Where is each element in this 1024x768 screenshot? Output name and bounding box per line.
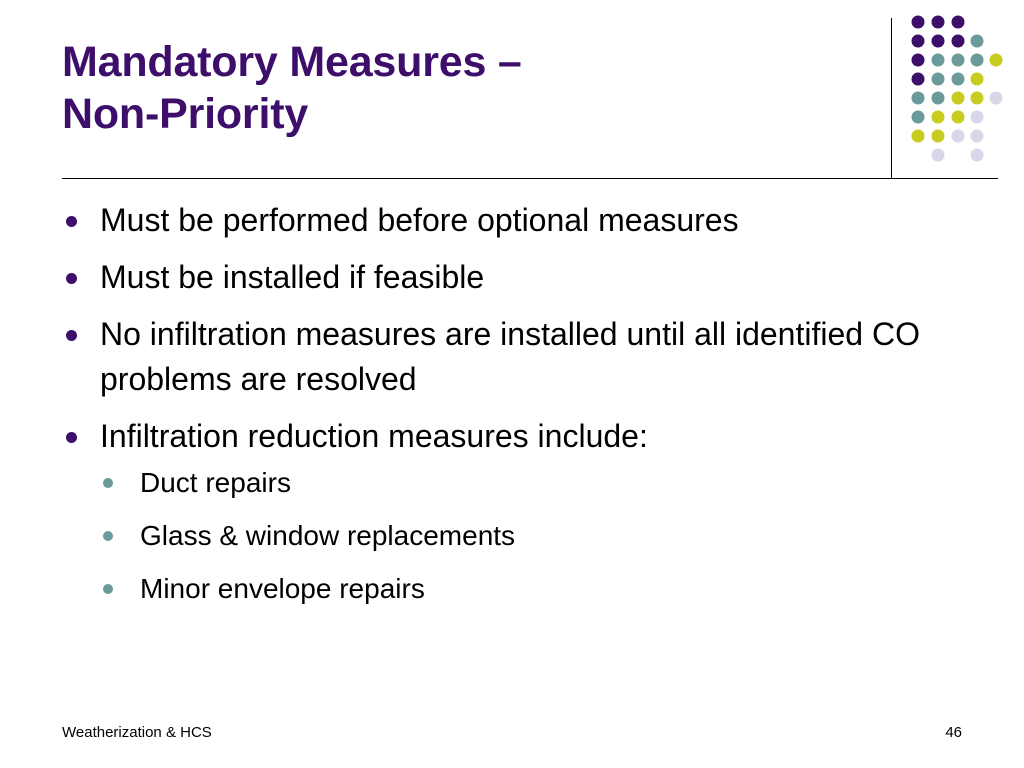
decorative-dot <box>932 54 945 67</box>
decorative-dot <box>952 130 965 143</box>
decorative-dot <box>912 54 925 67</box>
bullet-text: Must be installed if feasible <box>100 259 485 295</box>
slide-title-line-2: Non-Priority <box>62 90 309 138</box>
decorative-dot <box>971 92 984 105</box>
bullet-marker-icon <box>66 432 77 443</box>
decorative-dot <box>912 35 925 48</box>
decorative-dot <box>971 149 984 162</box>
decorative-dot <box>932 149 945 162</box>
vertical-divider <box>891 18 892 178</box>
sub-bullet-text: Glass & window replacements <box>140 520 516 551</box>
bullet-text: Must be performed before optional measures <box>100 202 739 238</box>
bullet-item <box>62 255 962 300</box>
bullet-item <box>62 198 962 243</box>
decorative-dot <box>952 35 965 48</box>
decorative-dot <box>971 111 984 124</box>
decorative-dot <box>952 54 965 67</box>
footer-text: Weatherization & HCS <box>62 724 212 741</box>
decorative-dot <box>952 92 965 105</box>
decorative-dot <box>932 130 945 143</box>
decorative-dot <box>971 35 984 48</box>
decorative-dot <box>971 130 984 143</box>
bullet-text: No infiltration measures are installed until all identified CO problems are resolved <box>100 316 920 397</box>
decorative-dot <box>912 92 925 105</box>
sub-bullet-item <box>100 569 962 609</box>
sub-bullet-text: Minor envelope repairs <box>140 573 425 604</box>
sub-bullet-list <box>100 463 962 609</box>
decorative-dot <box>912 130 925 143</box>
sub-bullet-marker-icon <box>103 584 113 594</box>
sub-bullet-item <box>100 516 962 556</box>
bullet-item <box>62 312 962 402</box>
horizontal-divider <box>62 178 998 179</box>
decorative-dot <box>971 54 984 67</box>
decorative-dot <box>952 16 965 29</box>
sub-bullet-text: Duct repairs <box>140 467 291 498</box>
decorative-dot <box>912 111 925 124</box>
page-number: 46 <box>945 724 962 741</box>
slide-title <box>62 36 862 140</box>
bullet-text: Infiltration reduction measures include: <box>100 418 648 454</box>
bullet-marker-icon <box>66 216 77 227</box>
sub-bullet-marker-icon <box>103 478 113 488</box>
bullet-list <box>62 198 962 622</box>
decorative-dot <box>990 54 1003 67</box>
decorative-dot <box>990 92 1003 105</box>
decorative-dot <box>932 16 945 29</box>
decorative-dot <box>932 111 945 124</box>
decorative-dot <box>932 73 945 86</box>
decorative-dot <box>932 35 945 48</box>
decorative-dot <box>952 111 965 124</box>
sub-bullet-marker-icon <box>103 531 113 541</box>
decorative-dot <box>932 92 945 105</box>
bullet-marker-icon <box>66 273 77 284</box>
decorative-dot <box>952 73 965 86</box>
slide-title-line-1: Mandatory Measures – <box>62 38 522 86</box>
decorative-dot <box>971 73 984 86</box>
bullet-marker-icon <box>66 330 77 341</box>
bullet-item <box>62 414 962 609</box>
decorative-dot <box>912 16 925 29</box>
decorative-dot <box>912 73 925 86</box>
sub-bullet-item <box>100 463 962 503</box>
